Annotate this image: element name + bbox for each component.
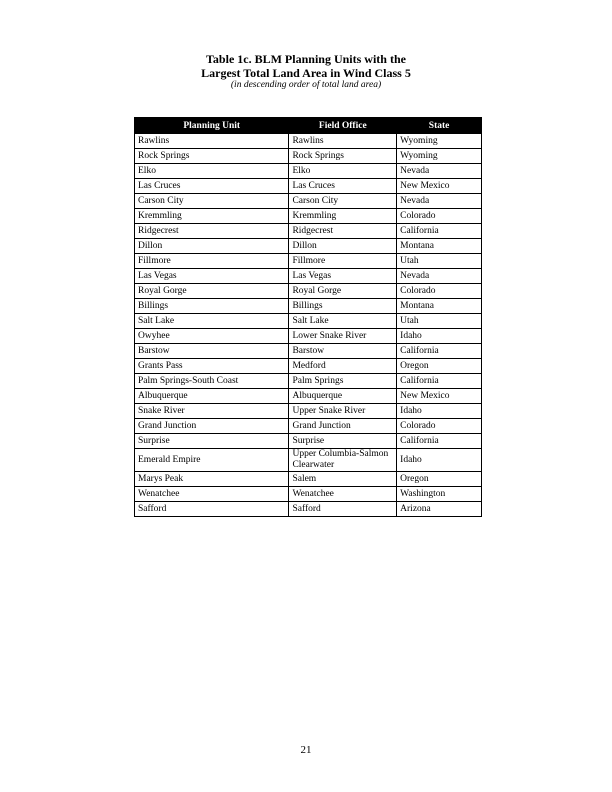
cell-field-office: Wenatchee	[289, 487, 397, 502]
cell-state: California	[397, 374, 482, 389]
cell-state: Nevada	[397, 269, 482, 284]
cell-field-office: Albuquerque	[289, 389, 397, 404]
cell-field-office: Elko	[289, 164, 397, 179]
table-row	[135, 487, 482, 502]
cell-state: Idaho	[397, 449, 482, 472]
cell-planning-unit: Emerald Empire	[135, 449, 289, 472]
cell-field-office: Las Vegas	[289, 269, 397, 284]
cell-state: California	[397, 224, 482, 239]
table-row	[135, 299, 482, 314]
cell-planning-unit: Barstow	[135, 344, 289, 359]
header-planning-unit: Planning Unit	[135, 118, 289, 134]
cell-planning-unit: Carson City	[135, 194, 289, 209]
cell-state: California	[397, 344, 482, 359]
table-header-row	[135, 118, 482, 134]
cell-field-office: Rawlins	[289, 134, 397, 149]
table-row	[135, 389, 482, 404]
cell-planning-unit: Marys Peak	[135, 472, 289, 487]
table-row	[135, 434, 482, 449]
cell-field-office: Dillon	[289, 239, 397, 254]
cell-planning-unit: Kremmling	[135, 209, 289, 224]
page-number: 21	[300, 744, 312, 756]
cell-planning-unit: Snake River	[135, 404, 289, 419]
cell-planning-unit: Rock Springs	[135, 149, 289, 164]
cell-planning-unit: Royal Gorge	[135, 284, 289, 299]
table-row	[135, 359, 482, 374]
table-row	[135, 254, 482, 269]
cell-planning-unit: Grand Junction	[135, 419, 289, 434]
cell-state: Colorado	[397, 419, 482, 434]
cell-planning-unit: Owyhee	[135, 329, 289, 344]
cell-state: Arizona	[397, 502, 482, 517]
table-row	[135, 239, 482, 254]
cell-state: New Mexico	[397, 179, 482, 194]
table-row	[135, 374, 482, 389]
cell-planning-unit: Elko	[135, 164, 289, 179]
cell-field-office: Lower Snake River	[289, 329, 397, 344]
cell-field-office: Salt Lake	[289, 314, 397, 329]
cell-planning-unit: Billings	[135, 299, 289, 314]
cell-field-office: Barstow	[289, 344, 397, 359]
planning-units-table	[134, 117, 482, 517]
cell-field-office: Salem	[289, 472, 397, 487]
cell-planning-unit: Las Cruces	[135, 179, 289, 194]
table-body	[135, 134, 482, 517]
cell-planning-unit: Surprise	[135, 434, 289, 449]
cell-field-office: Rock Springs	[289, 149, 397, 164]
cell-planning-unit: Albuquerque	[135, 389, 289, 404]
table-row	[135, 179, 482, 194]
table-title-block	[0, 52, 612, 91]
cell-state: Montana	[397, 299, 482, 314]
cell-field-office: Upper Columbia-Salmon Clearwater	[289, 449, 397, 472]
cell-planning-unit: Ridgecrest	[135, 224, 289, 239]
cell-field-office: Las Cruces	[289, 179, 397, 194]
cell-planning-unit: Safford	[135, 502, 289, 517]
table-row	[135, 149, 482, 164]
cell-planning-unit: Wenatchee	[135, 487, 289, 502]
cell-field-office: Royal Gorge	[289, 284, 397, 299]
cell-state: Colorado	[397, 209, 482, 224]
cell-field-office: Safford	[289, 502, 397, 517]
cell-state: Oregon	[397, 472, 482, 487]
table-row	[135, 194, 482, 209]
cell-field-office: Carson City	[289, 194, 397, 209]
cell-state: Colorado	[397, 284, 482, 299]
table-row	[135, 269, 482, 284]
cell-planning-unit: Rawlins	[135, 134, 289, 149]
cell-state: Oregon	[397, 359, 482, 374]
table-row	[135, 209, 482, 224]
table-row	[135, 329, 482, 344]
cell-state: Nevada	[397, 194, 482, 209]
table-title-line-1: Table 1c. BLM Planning Units with the	[206, 52, 406, 66]
table-row	[135, 224, 482, 239]
cell-state: New Mexico	[397, 389, 482, 404]
cell-field-office: Surprise	[289, 434, 397, 449]
table-row	[135, 472, 482, 487]
cell-field-office: Billings	[289, 299, 397, 314]
cell-planning-unit: Fillmore	[135, 254, 289, 269]
cell-planning-unit: Salt Lake	[135, 314, 289, 329]
cell-state: Wyoming	[397, 134, 482, 149]
cell-planning-unit: Palm Springs-South Coast	[135, 374, 289, 389]
cell-field-office: Fillmore	[289, 254, 397, 269]
header-field-office: Field Office	[289, 118, 397, 134]
cell-field-office: Kremmling	[289, 209, 397, 224]
cell-field-office: Ridgecrest	[289, 224, 397, 239]
table-row	[135, 344, 482, 359]
table-row	[135, 164, 482, 179]
table-row	[135, 134, 482, 149]
cell-state: Utah	[397, 314, 482, 329]
cell-planning-unit: Grants Pass	[135, 359, 289, 374]
table-row	[135, 314, 482, 329]
cell-field-office: Medford	[289, 359, 397, 374]
table-row	[135, 419, 482, 434]
cell-field-office: Upper Snake River	[289, 404, 397, 419]
cell-state: Idaho	[397, 329, 482, 344]
cell-field-office: Grand Junction	[289, 419, 397, 434]
table-title-line-2: Largest Total Land Area in Wind Class 5	[201, 66, 411, 80]
cell-planning-unit: Las Vegas	[135, 269, 289, 284]
cell-planning-unit: Dillon	[135, 239, 289, 254]
header-state: State	[397, 118, 482, 134]
table-row	[135, 502, 482, 517]
table-subtitle: (in descending order of total land area)	[230, 80, 382, 90]
cell-state: Idaho	[397, 404, 482, 419]
table-row	[135, 449, 482, 472]
cell-state: Wyoming	[397, 149, 482, 164]
cell-state: Montana	[397, 239, 482, 254]
table-row	[135, 284, 482, 299]
cell-state: Washington	[397, 487, 482, 502]
cell-state: Utah	[397, 254, 482, 269]
cell-state: Nevada	[397, 164, 482, 179]
table-row	[135, 404, 482, 419]
cell-field-office: Palm Springs	[289, 374, 397, 389]
cell-state: California	[397, 434, 482, 449]
